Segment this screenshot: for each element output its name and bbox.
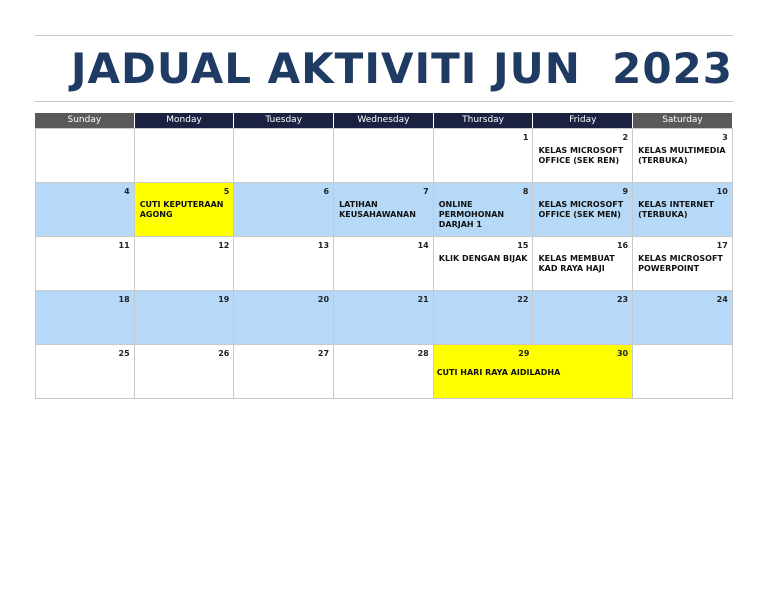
day-cell: [135, 291, 235, 344]
day-number: 27: [317, 349, 330, 358]
day-cell: [35, 237, 135, 290]
day-cell: [234, 291, 334, 344]
day-number: 17: [716, 241, 728, 250]
day-cell: [234, 183, 334, 236]
day-number: 8: [522, 187, 529, 196]
day-number: 29: [518, 349, 530, 358]
day-cell: [234, 129, 334, 182]
day-number: 23: [616, 295, 629, 304]
day-number: 1: [522, 133, 529, 142]
event-text: KELAS INTERNET (TERBUKA): [638, 200, 714, 219]
day-cell: [533, 129, 633, 182]
weekday-header-thursday: Thursday: [434, 113, 534, 128]
day-number: 10: [716, 187, 728, 196]
day-cell: [135, 345, 235, 398]
day-cell: [533, 291, 633, 344]
weekday-header-monday: Monday: [135, 113, 235, 128]
day-number: 6: [323, 187, 330, 196]
event-text: ONLINE PERMOHONAN DARJAH 1: [438, 200, 505, 229]
event-text: KELAS MICROSOFT OFFICE (SEK REN): [538, 146, 624, 165]
event-text: KELAS MULTIMEDIA (TERBUKA): [638, 146, 726, 165]
day-cell: [135, 129, 235, 182]
day-number: 24: [716, 295, 728, 304]
weekday-header-wednesday: Wednesday: [334, 113, 434, 128]
day-number: 16: [616, 241, 629, 250]
day-cell: [434, 237, 534, 290]
event-text: KELAS MICROSOFT POWERPOINT: [638, 254, 723, 273]
day-cell: [533, 183, 633, 236]
day-number: 20: [317, 295, 330, 304]
day-number: 4: [124, 187, 130, 196]
day-number: 30: [616, 349, 629, 358]
day-number: 14: [417, 241, 429, 250]
day-cell: [234, 345, 334, 398]
week-row: [35, 128, 733, 182]
day-cell: [633, 345, 733, 398]
day-number: 18: [118, 295, 130, 304]
day-cell: [434, 129, 534, 182]
day-cell: [135, 237, 235, 290]
event-text: KELAS MICROSOFT OFFICE (SEK MEN): [538, 200, 624, 219]
day-cell: [35, 183, 135, 236]
day-cell: [633, 237, 733, 290]
day-cell: [633, 291, 733, 344]
day-number: 25: [118, 349, 130, 358]
day-cell: [434, 183, 534, 236]
event-text: CUTI KEPUTERAAN AGONG: [139, 200, 224, 219]
day-cell: [533, 237, 633, 290]
day-number: 9: [622, 187, 629, 196]
day-cell: [334, 129, 434, 182]
week-row: [35, 182, 733, 236]
event-text: LATIHAN KEUSAHAWANAN: [339, 200, 416, 219]
day-number: 19: [218, 295, 230, 304]
holiday-event-text: CUTI HARI RAYA AIDILADHA: [436, 368, 561, 377]
day-number: 21: [417, 295, 429, 304]
weekday-header-sunday: Sunday: [35, 113, 135, 128]
day-number: 13: [317, 241, 330, 250]
day-number: 2: [622, 133, 629, 142]
day-cell: [35, 345, 135, 398]
day-number: 26: [218, 349, 230, 358]
calendar-grid: [35, 113, 733, 399]
day-number: 12: [218, 241, 230, 250]
day-number: 5: [223, 187, 230, 196]
day-cell: [633, 129, 733, 182]
day-cell: [334, 291, 434, 344]
day-cell: [234, 237, 334, 290]
weekday-header-row: [35, 113, 733, 128]
day-number: 7: [423, 187, 429, 196]
day-number: 11: [118, 241, 130, 250]
day-number: 22: [517, 295, 529, 304]
title-divider: [35, 101, 733, 102]
top-divider: [35, 35, 733, 36]
day-cell: [35, 129, 135, 182]
day-number: 15: [517, 241, 529, 250]
event-text: KELAS MEMBUAT KAD RAYA HAJI: [538, 254, 615, 273]
day-cell-holiday: [135, 183, 235, 236]
event-text: KLIK DENGAN BIJAK: [438, 254, 528, 263]
day-number: 3: [722, 133, 728, 142]
page-title: JADUAL AKTIVITI JUN 2023: [70, 44, 733, 93]
weekday-header-saturday: Saturday: [633, 113, 733, 128]
weekday-header-tuesday: Tuesday: [234, 113, 334, 128]
day-cell: [633, 183, 733, 236]
day-cell: [35, 291, 135, 344]
day-number: 28: [417, 349, 429, 358]
day-cell: [334, 237, 434, 290]
week-row: [35, 236, 733, 290]
week-row: [35, 344, 733, 399]
day-cell: [434, 291, 534, 344]
weekday-header-friday: Friday: [533, 113, 633, 128]
week-row: [35, 290, 733, 344]
day-cell: [334, 183, 434, 236]
